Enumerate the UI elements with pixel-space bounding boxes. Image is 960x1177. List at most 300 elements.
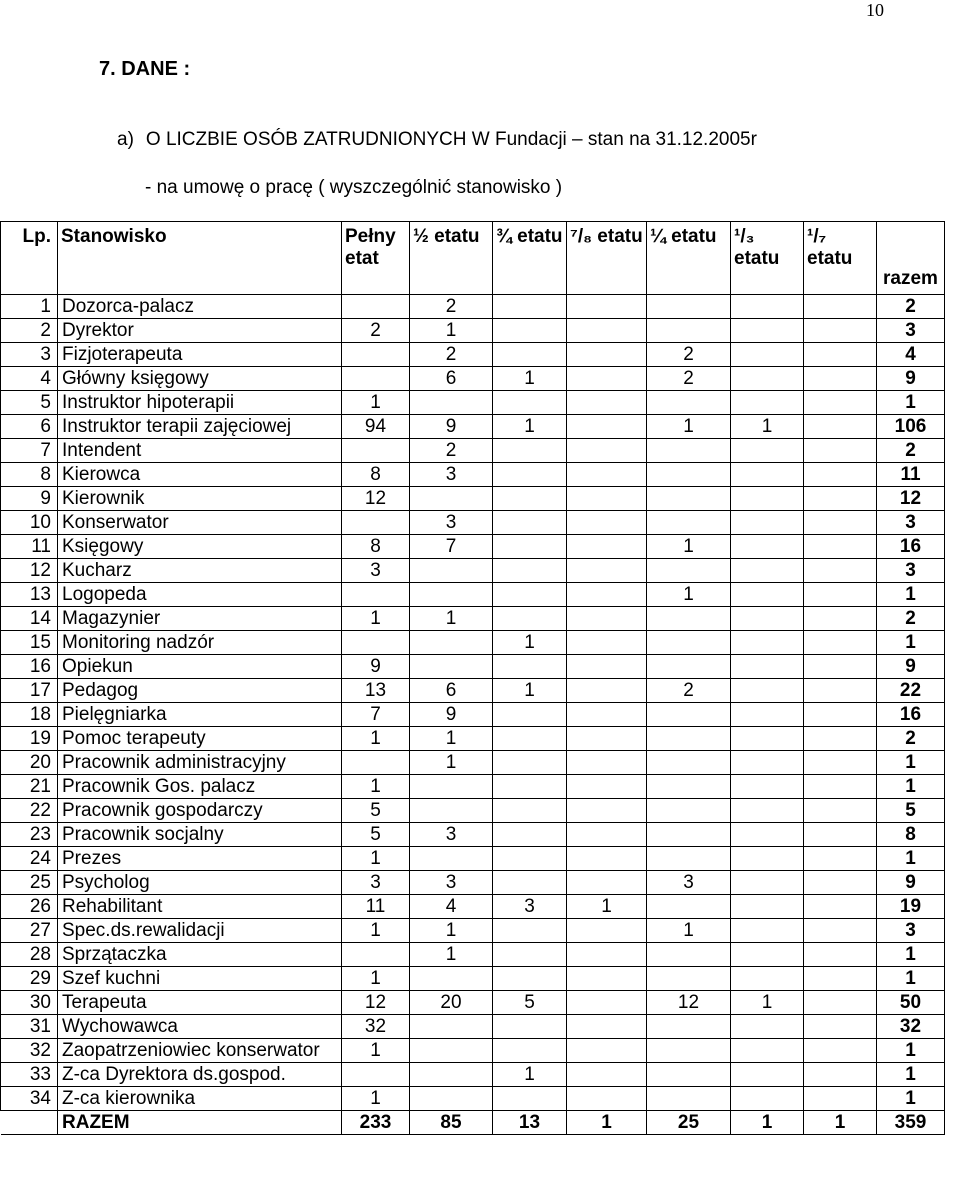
row-pelny-etat bbox=[342, 511, 410, 535]
row-seventh-etatu bbox=[804, 847, 877, 871]
row-third-etatu bbox=[731, 1087, 804, 1111]
row-lp: 8 bbox=[1, 463, 58, 487]
row-seventh-etatu bbox=[804, 751, 877, 775]
row-seven-eighths-etatu bbox=[567, 319, 647, 343]
header-stanowisko: Stanowisko bbox=[58, 222, 342, 295]
row-half-etatu: 1 bbox=[410, 943, 493, 967]
row-seventh-etatu bbox=[804, 295, 877, 319]
row-seventh-etatu bbox=[804, 535, 877, 559]
table-row bbox=[1, 823, 945, 847]
row-seven-eighths-etatu bbox=[567, 943, 647, 967]
row-quarter-etatu bbox=[647, 727, 731, 751]
row-lp: 23 bbox=[1, 823, 58, 847]
row-razem: 19 bbox=[877, 895, 945, 919]
subsection-marker: a) bbox=[117, 129, 134, 150]
row-pelny-etat bbox=[342, 631, 410, 655]
row-razem: 2 bbox=[877, 607, 945, 631]
row-seventh-etatu bbox=[804, 823, 877, 847]
row-razem: 1 bbox=[877, 775, 945, 799]
row-half-etatu: 3 bbox=[410, 511, 493, 535]
row-razem: 1 bbox=[877, 967, 945, 991]
row-three-quarters-etatu bbox=[493, 1039, 567, 1063]
row-lp: 6 bbox=[1, 415, 58, 439]
row-razem: 9 bbox=[877, 871, 945, 895]
row-quarter-etatu bbox=[647, 463, 731, 487]
row-pelny-etat: 1 bbox=[342, 1039, 410, 1063]
row-quarter-etatu bbox=[647, 559, 731, 583]
row-stanowisko: Z-ca Dyrektora ds.gospod. bbox=[58, 1063, 342, 1087]
row-seven-eighths-etatu bbox=[567, 463, 647, 487]
row-seventh-etatu bbox=[804, 895, 877, 919]
row-quarter-etatu bbox=[647, 295, 731, 319]
row-quarter-etatu bbox=[647, 391, 731, 415]
row-half-etatu: 1 bbox=[410, 919, 493, 943]
row-half-etatu bbox=[410, 799, 493, 823]
row-seven-eighths-etatu bbox=[567, 511, 647, 535]
row-half-etatu bbox=[410, 847, 493, 871]
row-lp: 21 bbox=[1, 775, 58, 799]
row-three-quarters-etatu bbox=[493, 583, 567, 607]
table-row bbox=[1, 487, 945, 511]
table-header-row bbox=[1, 222, 945, 295]
row-half-etatu: 3 bbox=[410, 463, 493, 487]
row-quarter-etatu bbox=[647, 607, 731, 631]
header-quarter-etatu: ¼ etatu bbox=[647, 222, 731, 295]
row-three-quarters-etatu bbox=[493, 655, 567, 679]
summary-total: 359 bbox=[877, 1111, 945, 1135]
row-razem: 32 bbox=[877, 1015, 945, 1039]
row-seventh-etatu bbox=[804, 679, 877, 703]
row-third-etatu bbox=[731, 919, 804, 943]
row-pelny-etat: 8 bbox=[342, 463, 410, 487]
row-third-etatu bbox=[731, 511, 804, 535]
row-seven-eighths-etatu bbox=[567, 727, 647, 751]
row-third-etatu bbox=[731, 439, 804, 463]
summary-quarter: 25 bbox=[647, 1111, 731, 1135]
row-quarter-etatu bbox=[647, 487, 731, 511]
row-quarter-etatu bbox=[647, 1087, 731, 1111]
section-title: 7. DANE : bbox=[99, 58, 191, 80]
row-seventh-etatu bbox=[804, 799, 877, 823]
row-stanowisko: Główny księgowy bbox=[58, 367, 342, 391]
row-stanowisko: Pomoc terapeuty bbox=[58, 727, 342, 751]
row-stanowisko: Pielęgniarka bbox=[58, 703, 342, 727]
table-row bbox=[1, 367, 945, 391]
table-row bbox=[1, 631, 945, 655]
table-row bbox=[1, 463, 945, 487]
table-row bbox=[1, 751, 945, 775]
row-razem: 3 bbox=[877, 919, 945, 943]
row-third-etatu bbox=[731, 655, 804, 679]
row-lp: 12 bbox=[1, 559, 58, 583]
row-third-etatu bbox=[731, 463, 804, 487]
row-quarter-etatu bbox=[647, 1063, 731, 1087]
row-quarter-etatu bbox=[647, 847, 731, 871]
row-quarter-etatu bbox=[647, 799, 731, 823]
row-pelny-etat: 11 bbox=[342, 895, 410, 919]
row-quarter-etatu: 3 bbox=[647, 871, 731, 895]
summary-lp-cell bbox=[1, 1111, 58, 1135]
row-stanowisko: Konserwator bbox=[58, 511, 342, 535]
row-three-quarters-etatu bbox=[493, 727, 567, 751]
header-lp: Lp. bbox=[1, 222, 58, 295]
row-three-quarters-etatu: 1 bbox=[493, 1063, 567, 1087]
row-razem: 9 bbox=[877, 655, 945, 679]
row-stanowisko: Instruktor hipoterapii bbox=[58, 391, 342, 415]
row-stanowisko: Wychowawca bbox=[58, 1015, 342, 1039]
row-lp: 2 bbox=[1, 319, 58, 343]
row-three-quarters-etatu bbox=[493, 319, 567, 343]
row-razem: 4 bbox=[877, 343, 945, 367]
row-half-etatu: 1 bbox=[410, 319, 493, 343]
row-stanowisko: Kucharz bbox=[58, 559, 342, 583]
row-stanowisko: Instruktor terapii zajęciowej bbox=[58, 415, 342, 439]
table-row bbox=[1, 991, 945, 1015]
row-seven-eighths-etatu bbox=[567, 487, 647, 511]
row-third-etatu bbox=[731, 895, 804, 919]
row-lp: 32 bbox=[1, 1039, 58, 1063]
table-row bbox=[1, 607, 945, 631]
row-three-quarters-etatu bbox=[493, 799, 567, 823]
row-pelny-etat: 7 bbox=[342, 703, 410, 727]
row-quarter-etatu: 2 bbox=[647, 343, 731, 367]
summary-seven-eighths: 1 bbox=[567, 1111, 647, 1135]
row-lp: 24 bbox=[1, 847, 58, 871]
row-seventh-etatu bbox=[804, 1087, 877, 1111]
row-pelny-etat: 5 bbox=[342, 823, 410, 847]
row-third-etatu bbox=[731, 823, 804, 847]
row-pelny-etat bbox=[342, 943, 410, 967]
subsection-text: O LICZBIE OSÓB ZATRUDNIONYCH W Fundacji – stan na 31.12.2005r bbox=[145, 129, 757, 150]
row-half-etatu bbox=[410, 631, 493, 655]
table-row bbox=[1, 655, 945, 679]
row-lp: 26 bbox=[1, 895, 58, 919]
row-razem: 9 bbox=[877, 367, 945, 391]
row-seventh-etatu bbox=[804, 607, 877, 631]
row-half-etatu bbox=[410, 559, 493, 583]
row-half-etatu: 3 bbox=[410, 871, 493, 895]
row-stanowisko: Logopeda bbox=[58, 583, 342, 607]
row-quarter-etatu bbox=[647, 1015, 731, 1039]
row-stanowisko: Opiekun bbox=[58, 655, 342, 679]
row-pelny-etat: 5 bbox=[342, 799, 410, 823]
row-seven-eighths-etatu bbox=[567, 1087, 647, 1111]
row-quarter-etatu bbox=[647, 751, 731, 775]
row-half-etatu: 2 bbox=[410, 295, 493, 319]
row-seventh-etatu bbox=[804, 1015, 877, 1039]
row-lp: 34 bbox=[1, 1087, 58, 1111]
row-razem: 1 bbox=[877, 1063, 945, 1087]
row-third-etatu bbox=[731, 751, 804, 775]
row-quarter-etatu: 1 bbox=[647, 583, 731, 607]
row-seven-eighths-etatu bbox=[567, 535, 647, 559]
table-row bbox=[1, 703, 945, 727]
row-quarter-etatu bbox=[647, 775, 731, 799]
table-row bbox=[1, 295, 945, 319]
row-three-quarters-etatu bbox=[493, 1015, 567, 1039]
row-pelny-etat bbox=[342, 295, 410, 319]
row-seven-eighths-etatu bbox=[567, 559, 647, 583]
row-seven-eighths-etatu bbox=[567, 775, 647, 799]
row-seventh-etatu bbox=[804, 775, 877, 799]
row-three-quarters-etatu bbox=[493, 511, 567, 535]
row-seventh-etatu bbox=[804, 943, 877, 967]
row-third-etatu bbox=[731, 367, 804, 391]
row-seventh-etatu bbox=[804, 967, 877, 991]
row-lp: 27 bbox=[1, 919, 58, 943]
row-razem: 1 bbox=[877, 943, 945, 967]
row-seven-eighths-etatu bbox=[567, 967, 647, 991]
row-three-quarters-etatu: 1 bbox=[493, 415, 567, 439]
table-row bbox=[1, 1063, 945, 1087]
row-razem: 1 bbox=[877, 391, 945, 415]
row-third-etatu bbox=[731, 679, 804, 703]
row-seventh-etatu bbox=[804, 1063, 877, 1087]
row-razem: 12 bbox=[877, 487, 945, 511]
row-seven-eighths-etatu bbox=[567, 439, 647, 463]
row-half-etatu: 9 bbox=[410, 703, 493, 727]
row-razem: 11 bbox=[877, 463, 945, 487]
row-lp: 14 bbox=[1, 607, 58, 631]
row-razem: 2 bbox=[877, 727, 945, 751]
employment-table bbox=[0, 221, 945, 1135]
row-half-etatu: 7 bbox=[410, 535, 493, 559]
row-seventh-etatu bbox=[804, 871, 877, 895]
row-seven-eighths-etatu bbox=[567, 1039, 647, 1063]
row-stanowisko: Magazynier bbox=[58, 607, 342, 631]
row-half-etatu: 1 bbox=[410, 727, 493, 751]
row-third-etatu bbox=[731, 775, 804, 799]
row-stanowisko: Księgowy bbox=[58, 535, 342, 559]
header-seventh-etatu: ¹/₇ etatu bbox=[804, 222, 877, 295]
row-razem: 1 bbox=[877, 583, 945, 607]
row-lp: 9 bbox=[1, 487, 58, 511]
row-three-quarters-etatu bbox=[493, 943, 567, 967]
row-half-etatu bbox=[410, 1015, 493, 1039]
row-lp: 17 bbox=[1, 679, 58, 703]
page-number: 10 bbox=[866, 0, 884, 20]
row-razem: 16 bbox=[877, 535, 945, 559]
row-seventh-etatu bbox=[804, 631, 877, 655]
row-three-quarters-etatu bbox=[493, 295, 567, 319]
row-lp: 3 bbox=[1, 343, 58, 367]
table-row bbox=[1, 895, 945, 919]
row-lp: 28 bbox=[1, 943, 58, 967]
row-third-etatu bbox=[731, 607, 804, 631]
row-three-quarters-etatu bbox=[493, 391, 567, 415]
row-seven-eighths-etatu bbox=[567, 823, 647, 847]
row-quarter-etatu: 12 bbox=[647, 991, 731, 1015]
row-three-quarters-etatu bbox=[493, 703, 567, 727]
row-lp: 19 bbox=[1, 727, 58, 751]
row-pelny-etat: 1 bbox=[342, 919, 410, 943]
summary-half: 85 bbox=[410, 1111, 493, 1135]
row-seven-eighths-etatu: 1 bbox=[567, 895, 647, 919]
row-pelny-etat: 3 bbox=[342, 871, 410, 895]
row-seven-eighths-etatu bbox=[567, 367, 647, 391]
row-seven-eighths-etatu bbox=[567, 415, 647, 439]
row-quarter-etatu bbox=[647, 319, 731, 343]
row-stanowisko: Terapeuta bbox=[58, 991, 342, 1015]
row-half-etatu: 6 bbox=[410, 679, 493, 703]
subsection-heading bbox=[117, 129, 757, 151]
row-seventh-etatu bbox=[804, 439, 877, 463]
row-lp: 25 bbox=[1, 871, 58, 895]
row-half-etatu bbox=[410, 1087, 493, 1111]
row-lp: 15 bbox=[1, 631, 58, 655]
table-row bbox=[1, 439, 945, 463]
row-third-etatu bbox=[731, 295, 804, 319]
row-half-etatu: 3 bbox=[410, 823, 493, 847]
table-body bbox=[1, 295, 945, 1111]
row-stanowisko: Pracownik Gos. palacz bbox=[58, 775, 342, 799]
table-row bbox=[1, 727, 945, 751]
row-razem: 1 bbox=[877, 751, 945, 775]
row-seventh-etatu bbox=[804, 1039, 877, 1063]
row-seventh-etatu bbox=[804, 991, 877, 1015]
row-three-quarters-etatu bbox=[493, 559, 567, 583]
row-third-etatu bbox=[731, 871, 804, 895]
row-third-etatu bbox=[731, 799, 804, 823]
row-quarter-etatu: 1 bbox=[647, 919, 731, 943]
row-half-etatu: 1 bbox=[410, 751, 493, 775]
row-quarter-etatu: 2 bbox=[647, 367, 731, 391]
table-summary-row bbox=[1, 1111, 945, 1135]
row-three-quarters-etatu: 1 bbox=[493, 367, 567, 391]
row-quarter-etatu bbox=[647, 967, 731, 991]
row-half-etatu: 9 bbox=[410, 415, 493, 439]
row-half-etatu: 6 bbox=[410, 367, 493, 391]
row-lp: 16 bbox=[1, 655, 58, 679]
row-three-quarters-etatu bbox=[493, 751, 567, 775]
row-seventh-etatu bbox=[804, 487, 877, 511]
table-row bbox=[1, 871, 945, 895]
table-row bbox=[1, 1015, 945, 1039]
row-lp: 7 bbox=[1, 439, 58, 463]
table-row bbox=[1, 415, 945, 439]
row-pelny-etat: 12 bbox=[342, 487, 410, 511]
row-quarter-etatu bbox=[647, 511, 731, 535]
row-pelny-etat: 94 bbox=[342, 415, 410, 439]
row-pelny-etat: 1 bbox=[342, 775, 410, 799]
row-seven-eighths-etatu bbox=[567, 847, 647, 871]
table-row bbox=[1, 1087, 945, 1111]
row-quarter-etatu: 1 bbox=[647, 535, 731, 559]
header-half-etatu: ½ etatu bbox=[410, 222, 493, 295]
row-pelny-etat: 1 bbox=[342, 1087, 410, 1111]
row-three-quarters-etatu bbox=[493, 823, 567, 847]
row-half-etatu bbox=[410, 583, 493, 607]
row-pelny-etat: 3 bbox=[342, 559, 410, 583]
row-three-quarters-etatu bbox=[493, 607, 567, 631]
row-seventh-etatu bbox=[804, 463, 877, 487]
row-lp: 29 bbox=[1, 967, 58, 991]
row-three-quarters-etatu bbox=[493, 775, 567, 799]
row-seventh-etatu bbox=[804, 319, 877, 343]
row-half-etatu: 2 bbox=[410, 343, 493, 367]
row-third-etatu bbox=[731, 1039, 804, 1063]
row-pelny-etat: 8 bbox=[342, 535, 410, 559]
row-three-quarters-etatu: 3 bbox=[493, 895, 567, 919]
row-pelny-etat bbox=[342, 1063, 410, 1087]
row-seventh-etatu bbox=[804, 559, 877, 583]
row-stanowisko: Prezes bbox=[58, 847, 342, 871]
row-third-etatu bbox=[731, 631, 804, 655]
row-pelny-etat bbox=[342, 583, 410, 607]
row-third-etatu bbox=[731, 559, 804, 583]
row-seven-eighths-etatu bbox=[567, 799, 647, 823]
row-lp: 11 bbox=[1, 535, 58, 559]
row-pelny-etat: 9 bbox=[342, 655, 410, 679]
row-lp: 22 bbox=[1, 799, 58, 823]
row-quarter-etatu bbox=[647, 895, 731, 919]
row-half-etatu bbox=[410, 391, 493, 415]
row-third-etatu: 1 bbox=[731, 415, 804, 439]
row-seventh-etatu bbox=[804, 703, 877, 727]
row-seven-eighths-etatu bbox=[567, 1063, 647, 1087]
row-razem: 22 bbox=[877, 679, 945, 703]
row-pelny-etat: 12 bbox=[342, 991, 410, 1015]
row-seventh-etatu bbox=[804, 655, 877, 679]
row-third-etatu bbox=[731, 391, 804, 415]
row-stanowisko: Kierowca bbox=[58, 463, 342, 487]
row-three-quarters-etatu bbox=[493, 487, 567, 511]
header-three-quarters-etatu: ¾ etatu bbox=[493, 222, 567, 295]
row-lp: 33 bbox=[1, 1063, 58, 1087]
summary-third: 1 bbox=[731, 1111, 804, 1135]
table-row bbox=[1, 799, 945, 823]
row-lp: 31 bbox=[1, 1015, 58, 1039]
row-pelny-etat bbox=[342, 343, 410, 367]
row-three-quarters-etatu bbox=[493, 919, 567, 943]
row-third-etatu bbox=[731, 535, 804, 559]
row-razem: 3 bbox=[877, 319, 945, 343]
row-three-quarters-etatu bbox=[493, 535, 567, 559]
table-row bbox=[1, 343, 945, 367]
summary-label: RAZEM bbox=[58, 1111, 342, 1135]
row-quarter-etatu bbox=[647, 439, 731, 463]
row-half-etatu bbox=[410, 967, 493, 991]
row-half-etatu bbox=[410, 655, 493, 679]
row-lp: 13 bbox=[1, 583, 58, 607]
row-seven-eighths-etatu bbox=[567, 1015, 647, 1039]
row-razem: 1 bbox=[877, 631, 945, 655]
row-seven-eighths-etatu bbox=[567, 703, 647, 727]
row-half-etatu: 2 bbox=[410, 439, 493, 463]
table-row bbox=[1, 511, 945, 535]
row-three-quarters-etatu bbox=[493, 343, 567, 367]
row-stanowisko: Pracownik gospodarczy bbox=[58, 799, 342, 823]
row-half-etatu bbox=[410, 775, 493, 799]
row-stanowisko: Kierownik bbox=[58, 487, 342, 511]
row-seventh-etatu bbox=[804, 511, 877, 535]
row-three-quarters-etatu bbox=[493, 871, 567, 895]
header-seven-eighths-etatu: ⁷/₈ etatu bbox=[567, 222, 647, 295]
row-third-etatu bbox=[731, 847, 804, 871]
row-lp: 1 bbox=[1, 295, 58, 319]
table-row bbox=[1, 535, 945, 559]
row-quarter-etatu bbox=[647, 823, 731, 847]
row-stanowisko: Zaopatrzeniowiec konserwator bbox=[58, 1039, 342, 1063]
row-stanowisko: Pedagog bbox=[58, 679, 342, 703]
row-three-quarters-etatu bbox=[493, 847, 567, 871]
row-three-quarters-etatu bbox=[493, 967, 567, 991]
row-stanowisko: Intendent bbox=[58, 439, 342, 463]
row-stanowisko: Pracownik administracyjny bbox=[58, 751, 342, 775]
header-pelny-etat: Pełny etat bbox=[342, 222, 410, 295]
row-seventh-etatu bbox=[804, 367, 877, 391]
row-razem: 5 bbox=[877, 799, 945, 823]
